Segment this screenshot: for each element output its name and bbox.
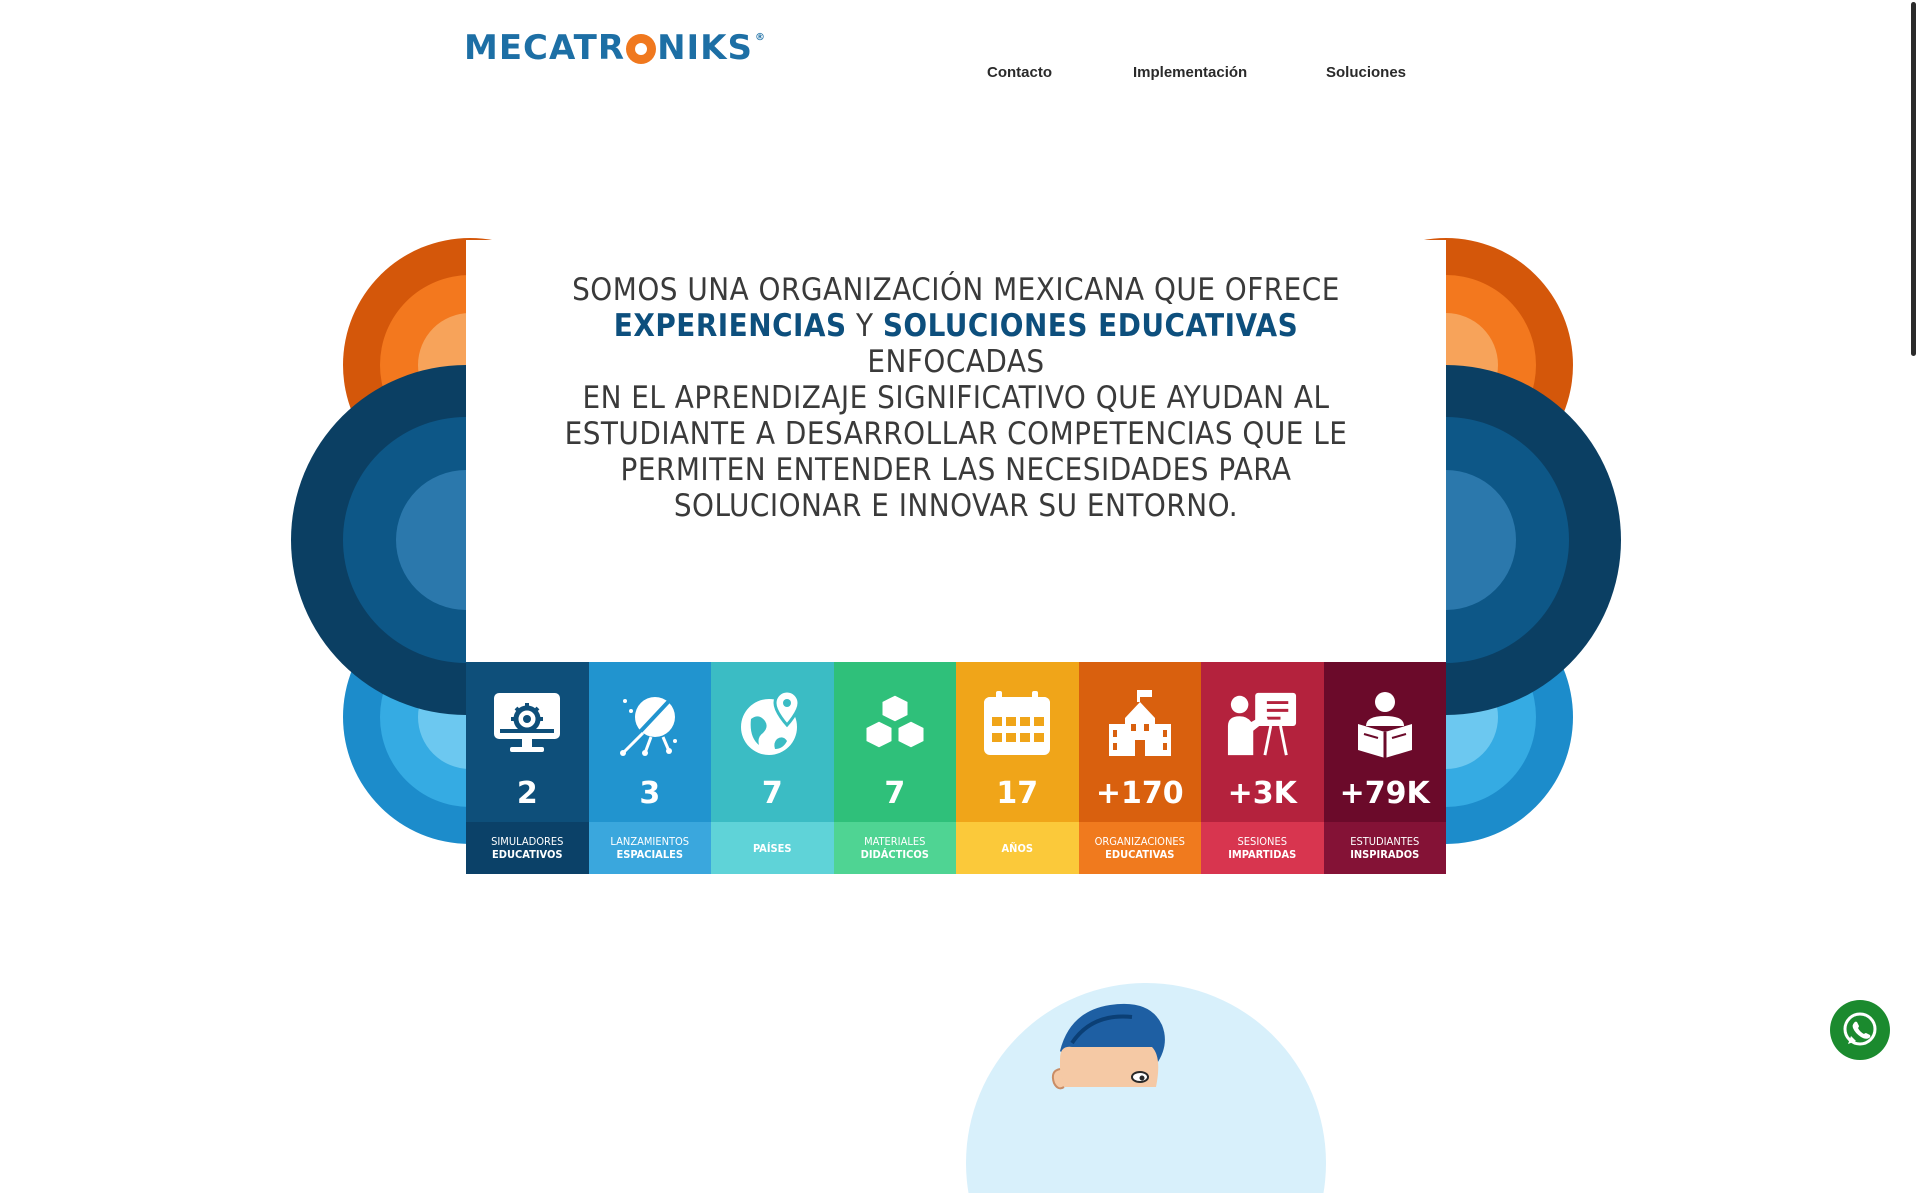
whatsapp-icon bbox=[1840, 1010, 1880, 1050]
stat-simuladores bbox=[466, 662, 589, 874]
stat-label-bottom: AÑOS bbox=[1001, 841, 1033, 855]
stat-label-bottom: EDUCATIVAS bbox=[1105, 848, 1175, 861]
student-illustration bbox=[960, 973, 1340, 1193]
stat-value: +170 bbox=[1095, 776, 1184, 811]
school-icon bbox=[1104, 688, 1176, 760]
stat-label-top: ORGANIZACIONES bbox=[1094, 835, 1185, 848]
teacher-board-icon bbox=[1226, 688, 1298, 760]
mission-line: EN EL APRENDIZAJE SIGNIFICATIVO QUE AYUDAN AL bbox=[582, 380, 1330, 416]
stat-label-top: LANZAMIENTOS bbox=[610, 835, 690, 848]
stat-label bbox=[834, 822, 957, 874]
stat-label bbox=[1079, 822, 1202, 874]
mission-line: SOLUCIONAR E INNOVAR SU ENTORNO. bbox=[673, 488, 1239, 524]
scrollbar-thumb[interactable] bbox=[1911, 2, 1916, 356]
highlight-soluciones: SOLUCIONES EDUCATIVAS bbox=[882, 308, 1299, 344]
stat-label-bottom: PAÍSES bbox=[752, 841, 792, 855]
stat-label bbox=[711, 822, 834, 874]
calendar-icon bbox=[981, 688, 1053, 760]
stat-paises bbox=[711, 662, 834, 874]
stat-label-bottom: ESPACIALES bbox=[616, 848, 684, 861]
mission-word: Y bbox=[855, 308, 874, 344]
nav-contacto[interactable]: Contacto bbox=[987, 64, 1052, 81]
stat-organizaciones bbox=[1079, 662, 1202, 874]
stat-value: +3K bbox=[1227, 776, 1297, 811]
mission-line bbox=[540, 308, 1372, 380]
mission-statement bbox=[540, 272, 1372, 524]
nav-soluciones[interactable]: Soluciones bbox=[1326, 64, 1407, 81]
stat-value: +79K bbox=[1339, 776, 1430, 811]
page-scrollbar[interactable] bbox=[1906, 0, 1920, 1080]
mission-line: SOMOS UNA ORGANIZACIÓN MEXICANA QUE OFRECE bbox=[572, 272, 1340, 308]
stat-anos bbox=[956, 662, 1079, 874]
stat-label-top: SIMULADORES bbox=[491, 835, 564, 848]
mission-word: ENFOCADAS bbox=[867, 344, 1045, 380]
stat-value: 3 bbox=[639, 776, 661, 811]
reader-icon bbox=[1349, 688, 1421, 760]
satellite-icon bbox=[614, 688, 686, 760]
stat-label-top: ESTUDIANTES bbox=[1350, 835, 1420, 848]
stat-label bbox=[1324, 822, 1447, 874]
mission-line: PERMITEN ENTENDER LAS NECESIDADES PARA bbox=[620, 452, 1292, 488]
cubes-icon bbox=[859, 688, 931, 760]
stat-value: 17 bbox=[996, 776, 1039, 811]
stat-value: 7 bbox=[761, 776, 783, 811]
stat-label-top: SESIONES bbox=[1237, 835, 1287, 848]
stat-label-bottom: EDUCATIVOS bbox=[491, 848, 563, 861]
stat-label-bottom: INSPIRADOS bbox=[1350, 848, 1420, 861]
stats-strip bbox=[466, 662, 1446, 874]
stat-label-top: MATERIALES bbox=[864, 835, 926, 848]
stat-label bbox=[589, 822, 712, 874]
whatsapp-button[interactable] bbox=[1830, 1000, 1890, 1060]
logo-o-icon bbox=[626, 34, 656, 64]
stat-materiales bbox=[834, 662, 957, 874]
stat-estudiantes bbox=[1324, 662, 1447, 874]
stat-label bbox=[1201, 822, 1324, 874]
nav-implementacion[interactable]: Implementación bbox=[1133, 64, 1248, 81]
stat-label-bottom: DIDÁCTICOS bbox=[860, 848, 929, 861]
highlight-experiencias: EXPERIENCIAS bbox=[613, 308, 847, 344]
stat-lanzamientos bbox=[589, 662, 712, 874]
monitor-gear-icon bbox=[491, 688, 563, 760]
globe-pin-icon bbox=[736, 688, 808, 760]
stat-sesiones bbox=[1201, 662, 1324, 874]
mission-line: ESTUDIANTE A DESARROLLAR COMPETENCIAS QUE LE bbox=[564, 416, 1348, 452]
stat-label bbox=[956, 822, 1079, 874]
stat-value: 7 bbox=[884, 776, 906, 811]
stat-value: 2 bbox=[516, 776, 538, 811]
stat-label bbox=[466, 822, 589, 874]
stat-label-bottom: IMPARTIDAS bbox=[1228, 848, 1297, 861]
mecatroniks-logo[interactable]: MECATR NIKS ® bbox=[464, 28, 767, 68]
